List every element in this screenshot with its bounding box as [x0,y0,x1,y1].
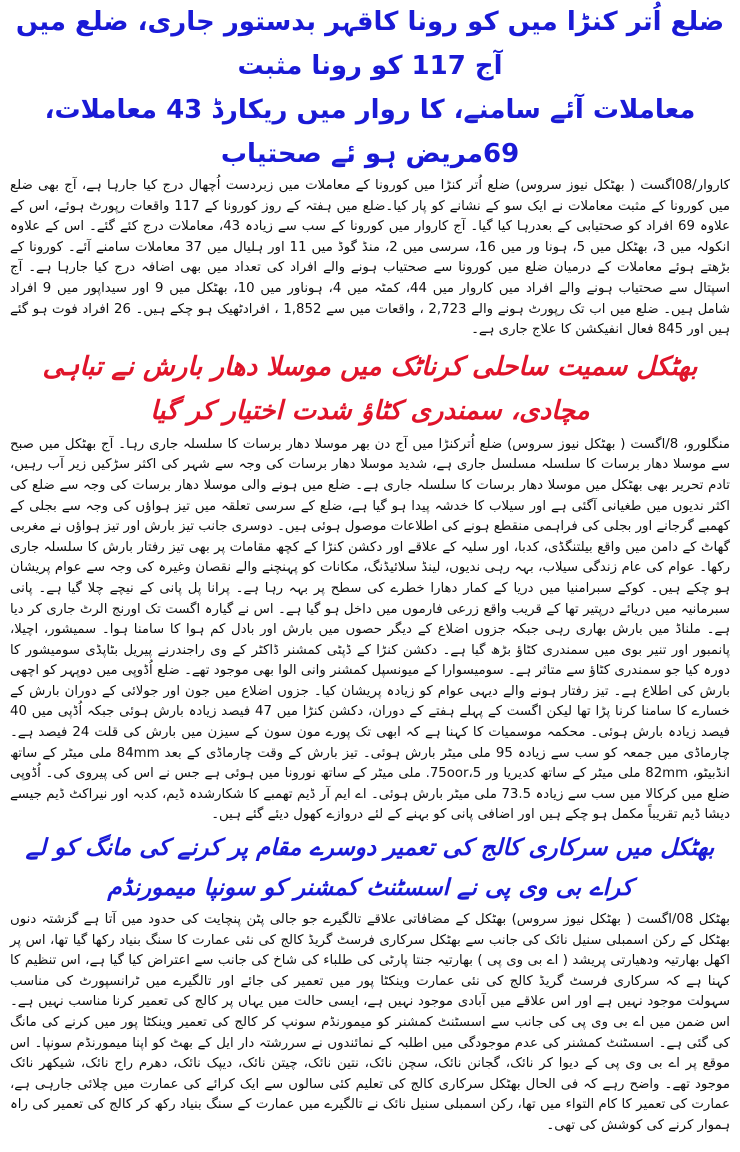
article1-headline-line1: ضلع اُتر کنڑا میں کو رونا کاقہر بدستور جاری، ضلع میں آج 117 کو رونا مثبت [15,7,725,81]
article2-headline: بھٹکل سمیت ساحلی کرناٹک میں موسلا دھار بارش نے تباہی مچادی، سمندری کٹاؤ شدت اختیار کر گیا [42,351,698,426]
article2-body: منگلورو، 8/اگست ( بھٹکل نیوز سروس) ضلع اُترکنڑا میں آج دن بھر موسلا دھار برسات کا سلسلہ جاری رہا۔ آج بھٹکل میں صبح سے موسلا دھار برسات کا سلسلہ مسلسل جاری ہے، شدید موسلا دھار برسات کی وجہ سے شہر کی اکثر سڑکیں زیر آب رہیں، تادم تحریر بھی بھٹکل میں موسلا دھار برسات کا سلسلہ جاری ہے۔ ضلع میں ہونے والی موسلا دھار برسات کی وجہ سے ضلع کی اکثر ندیوں میں طغیانی آگئی ہے اور سیلاب کا خدشہ پیدا ہو گیا ہے، ضلع کے سرسی تعلقہ میں تیز ہواؤں کی وجہ سے بجلی کے کھمبے گرجانے اور بجلی کی فراہمی منقطع ہونے کی اطلاعات موصول ہوئی ہیں۔ دوسری جانب تیز بارش اور تیز ہواؤں نے مغربی گھاٹ کے دامن میں واقع بیلتنگڈی، کدبا، اور سلیہ کے علاقے اور دکشن کنڑا کے کچھ مقامات پر بھی تیز رفتار بارش کا سلسلہ جاری رکھا۔ عوام کی عام زندگی سیلاب، بہہ رہی ندیوں، لینڈ سلائیڈنگ، مکانات کو پہنچنے والے نقصان وغیرہ کی وجہ سے عوام پریشان ہو چکے ہیں۔ کوکے سبرامنیا میں دریا کے کمار دھارا خطرے کی سطح پر بہہ رہا ہے۔ پرانا پل پانی کے نیچے چلا گیا ہے۔ پانی سبرمانیہ میں دریائے درپتیر تھا کے قریب واقع زرعی فارموں میں داخل ہو گیا ہے۔ اس نے گیارہ اگست تک اورنج الرٹ جاری کر دیا ہے۔ ملناڈ میں بارش بھاری رہی جبکہ جزوں اضلاع کے دیگر حصوں میں بارش اور بادل کم ہوا کا سامنا ہوا۔ سمیشور، اچیلا، پانمبور اور تنیر بوی میں سمندری کٹاؤ بڑھ گیا ہے۔ دکشن کنڑا کے ڈپٹی کمشنر ڈاکٹر کے وی راجندرنے پیریل بٹاپڈی سومیشور کا دورہ کیا جو سمندری کٹاؤ سے متاثر ہے۔ سومیسوارا کے میونسپل کمشنر وانی الوا بھی موجود تھے۔ ضلع اُڈوپی میں دوپہر کو اچھی بارش کی اطلاع ہے۔ تیز رفتار ہونے والے دیہی عوام کو زیادہ پریشان کیا۔ جزوں اضلاع میں جون اور جولائی کے دوران بارش کے خسارے کا سامنا کرنا پڑا تھا لیکن اگست کے پہلے ہفتے کے دوران، دکشن کنڑا میں 47 فیصد زیادہ بارش ہوئی جبکہ اُڈپی میں 40 فیصد زیادہ بارش ہوئی۔ محکمہ موسمیات کا کہنا ہے کہ ابھی تک پورے مون سون کے سیزن میں بارش کی قلت 24 فیصد ہے۔ چارماڈی میں جمعہ کو سب سے زیادہ 95 ملی میٹر بارش ہوئی۔ تیز بارش کے وقت چارماڈی کے بعد 84mm ملی میٹر کے ساتھ انڈبیٹو، 82mm ملی میٹر کے ساتھ کدیریا ور 75oor،5. ملی میٹر کے ساتھ نورونا میں ہوئی ہے جس نے اس کی پیروی کی۔ اُڈوپی ضلع میں کرکالا میں سب سے زیادہ 73.5 ملی میٹر بارش ہوئی۔ اے ایم آر ڈیم تھمبے کا شکارشدہ ڈیم، کدبہ اور نیراکٹ ڈیم جیسے دیشا ڈیم تقریباً مکمل ہو چکے ہیں اور اضافی پانی کو بہنے کے لئے دروازے کھول دیئے گئے ہیں۔ [10,436,731,823]
article1-body: کاروار/08اگست ( بھٹکل نیوز سروس) ضلع اُتر کنڑا میں کورونا کے معاملات میں زبردست اُچھال درج کیا جارہا ہے، آج بھی ضلع میں کورونا کے مثبت معاملات نے ایک سو کے نشانے کو پار کیا۔ضلع میں ہفتہ کے روز کورونا کے 117 واقعات رپورٹ ہوئے، اس کے علاوہ 69 افراد کو صحتیابی کے بعدرہا کیا گیا۔ آج کاروار میں کورونا کے سب سے زیادہ 43، معاملات درج کئے گئے۔ اس کے علاوہ انکولہ میں 3، بھٹکل میں 5، ہونا ور میں 16، سرسی میں 2، منڈ گوڈ میں 11 اور ہلیال میں 37 معاملات سامنے آئے۔ کورونا کے بڑھتے ہوئے معاملات کے درمیان ضلع میں کورونا سے صحتیاب ہونے والے افراد کی تعداد میں بھی اضافہ درج کیا جارہا ہے۔ آج اسپتال سے صحتیاب ہونے والے افراد میں کاروار میں 44، کمٹہ میں 4، ہوناور میں 10، بھٹکل میں 9 اور سیداپور میں 9 افراد شامل ہیں۔ ضلع میں اب تک رپورٹ ہونے والے 2,723 ، واقعات میں سے 1,852 ، افرادٹھیک ہو چکے ہیں۔ 26 افراد فوت ہو گئے ہیں اور 845 فعال انفیکشن کا علاج جاری ہے۔ [10,178,731,338]
article3-body: بھٹکل 08/اگست ( بھٹکل نیوز سروس) بھٹکل کے مضافاتی علاقے تالگیرے جو جالی پٹن پنچایت کی حدود میں آتا ہے گزشتہ دنوں بھٹکل کے رکن اسمبلی سنیل نائک کی جانب سے بھٹکل سرکاری فرسٹ گریڈ کالج کی نئی عمارت کا سنگ بنیاد رکھا گیا تھا، اس پر اکھل بھارتیہ ودھیارتی پریشد ( اے بی وی پی ) بھارتیہ جنتا پارٹی کی طلباء کی شاخ کی جانب سے اعتراض کیا گیا ہے، اس تنظیم کا کہنا ہے کہ سرکاری فرسٹ گریڈ کالج کی نئی عمارت وینکٹا پور میں تعمیر کی جائے اور تالگیرے میں ٹرانسپورٹ کی مناسب سہولت موجود نہیں ہے اور اس علاقے میں آبادی موجود نہیں ہے، ایسی حالت میں یہاں پر کالج کی تعمیر کرنا مناسب نہیں ہے۔ اس ضمن میں اے بی وی پی کی جانب سے اسسٹنٹ کمشنر کو میمورنڈم سونپ کر کالج کی تعمیر وینکٹا پور میں کرنے کی مانگ کی گئی ہے۔ اسسٹنٹ کمشنر کی عدم موجودگی میں اطلبہ کے نمائندوں نے سررشتہ دار ایل کے بھٹ کو اپنا میمورنڈم سونپا۔ اس موقع پر اے بی وی پی کے دیوا کر نائک، گجانن نائک، سچن نائک، نتین نائک، چیتن نائک، دیپک نائک، دھرم راج نائک، شیکھر نائک موجود تھے۔ واضح رہے کہ فی الحال بھٹکل سرکاری کالج کی تعلیم کئی سالوں سے ایک کرائے کی عمارت میں چلائی جارہی ہے، عمارت کی تعمیر کا کام التواء میں تھا، رکن اسمبلی سنیل نائک نے تالگیرے میں عمارت کے سنگ بنیاد رکھ کر کالج کی تعمیر کی راہ ہموار کرنے کی کوشش کی تھی۔ [10,912,731,1133]
article3-headline: بھٹکل میں سرکاری کالج کی تعمیر دوسرے مقام پر کرنے کی مانگ کو لے کراے بی وی پی نے اسسٹنٹ کمشنر کو سونپا میمورنڈم [25,835,715,902]
article1-headline-line2: معاملات آئے سامنے، کا روار میں ریکارڈ 43 معاملات، 69مریض ہو ئے صحتیاب [44,95,696,169]
